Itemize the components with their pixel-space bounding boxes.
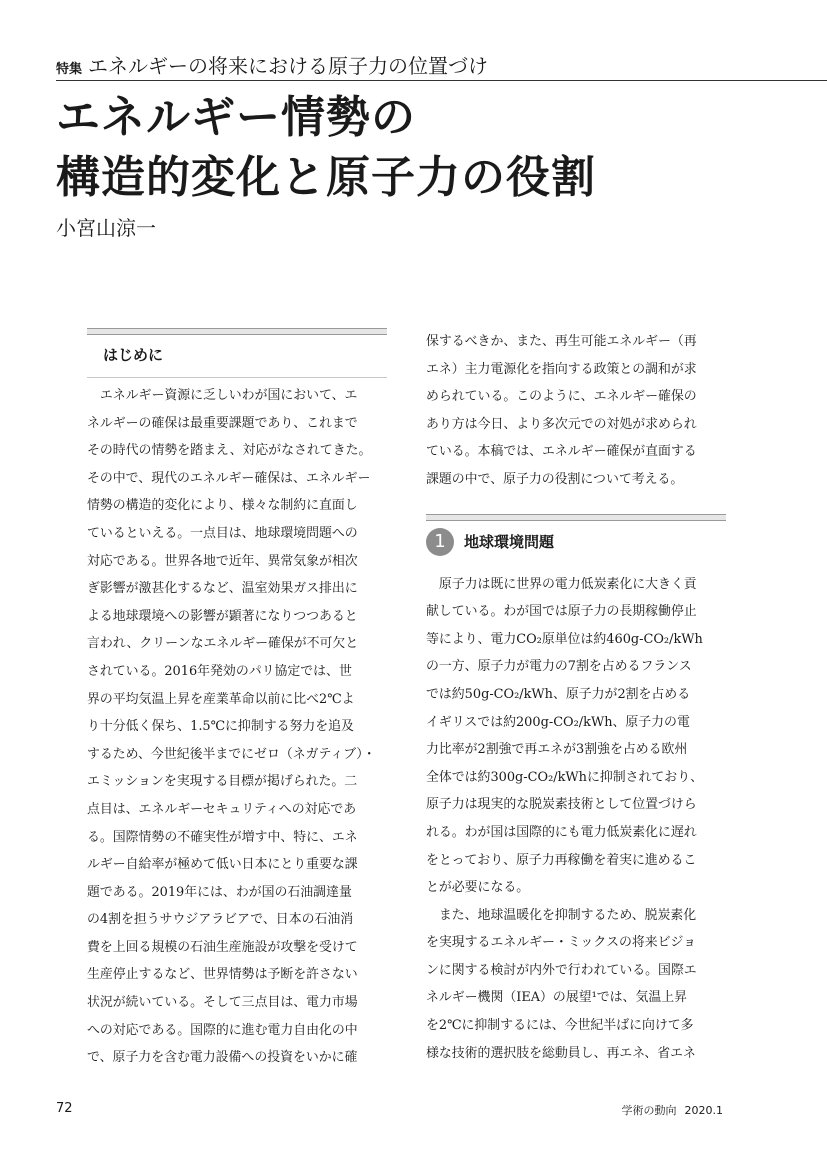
feature-tag: 特集: [56, 62, 83, 77]
header-rule: [56, 80, 827, 81]
text-line: されている。2016年発効のパリ協定では、世: [87, 663, 352, 679]
feature-title: エネルギーの将来における原子力の位置づけ: [88, 54, 489, 78]
text-line: 界の平均気温上昇を産業革命以前に比べ2℃よ: [87, 691, 355, 707]
text-line: で、原子力を含む電力設備への投資をいかに確: [87, 1050, 358, 1066]
text-line: 課題の中で、原子力の役割について考える。: [426, 471, 684, 487]
text-line: 生産停止するなど、世界情勢は予断を許さない: [87, 967, 358, 983]
text-line: ンに関する検討が内外で行われている。国際エ: [426, 962, 697, 978]
section-rule: [426, 514, 726, 521]
journal-name: 学術の動向: [621, 1104, 677, 1117]
text-line: また、地球温暖化を抑制するため、脱炭素化: [426, 907, 697, 923]
text-line: をとっており、原子力再稼働を着実に進めるこ: [426, 852, 697, 868]
article-title-line-1: エネルギー情勢の: [56, 92, 416, 143]
text-line: 点目は、エネルギーセキュリティへの対応であ: [87, 801, 357, 817]
text-line: エミッションを実現する目標が掲げられた。二: [87, 774, 358, 790]
text-line: を実現するエネルギー・ミックスの将来ビジョ: [426, 935, 697, 951]
text-line: の一方、原子力が電力の7割を占めるフランス: [426, 659, 692, 675]
left-column: [87, 328, 387, 1072]
text-line: ているといえる。一点目は、地球環境問題への: [87, 525, 358, 541]
text-line: 力比率が2割強で再エネが3割強を占める欧州: [426, 742, 688, 758]
article-title: [56, 88, 596, 208]
text-line: するため、今世紀後半までにゼロ（ネガティブ）・: [87, 746, 376, 762]
text-line: では約50g-CO₂/kWh、原子力が2割を占める: [426, 686, 691, 702]
text-line: 等により、電力CO₂原単位は約460g-CO₂/kWh: [426, 631, 703, 647]
text-line: る。国際情勢の不確実性が増す中、特に、エネ: [87, 829, 358, 845]
text-line: エネ）主力電源化を指向する政策との調和が求: [426, 361, 697, 377]
section-rule: [87, 328, 387, 335]
text-line: り十分低く保ち、1.5℃に抑制する努力を追及: [87, 719, 354, 735]
text-line: 言われ、クリーンなエネルギー確保が不可欠と: [87, 636, 359, 652]
text-line: 費を上回る規模の石油生産施設が攻撃を受けて: [87, 939, 358, 955]
text-line: ぎ影響が激甚化するなど、温室効果ガス排出に: [87, 581, 358, 597]
section-number-badge: 1: [426, 528, 454, 556]
text-line: ネルギー機関（IEA）の展望¹では、気温上昇: [426, 990, 688, 1006]
text-line: 状況が続いている。そして三点目は、電力市場: [87, 995, 358, 1011]
text-line: その時代の情勢を踏まえ、対応がなされてきた。: [87, 443, 372, 459]
text-line: ネルギーの確保は最重要課題であり、これまで: [87, 415, 358, 431]
text-line: 全体では約300g-CO₂/kWhに抑制されており、: [426, 769, 703, 785]
text-line: れる。わが国は国際的にも電力低炭素化に遅れ: [426, 824, 697, 840]
section-heading-global-environment: [426, 521, 726, 563]
section-divider: [87, 377, 387, 378]
text-line: ルギー自給率が極めて低い日本にとり重要な課: [87, 857, 358, 873]
text-line: 原子力は現実的な脱炭素技術として位置づけら: [426, 797, 697, 813]
text-line: の4割を担うサウジアラビアで、日本の石油消: [87, 912, 354, 928]
feature-header: [56, 50, 488, 79]
journal-footer: [622, 1102, 724, 1118]
right-column-intro: [426, 328, 726, 494]
text-line: 原子力は既に世界の電力低炭素化に大きく貢: [426, 576, 697, 592]
page-number: 72: [56, 1101, 73, 1116]
text-line: 情勢の構造的変化により、様々な制約に直面し: [87, 498, 358, 514]
text-line: への対応である。国際的に進む電力自由化の中: [87, 1022, 358, 1038]
right-column-section-body: [426, 571, 726, 1068]
text-line: 対応である。世界各地で近年、異常気象が相次: [87, 553, 358, 569]
left-column-body: [87, 382, 387, 1072]
text-line: エネルギー資源に乏しいわが国において、エ: [87, 388, 358, 403]
text-line: ている。本稿では、エネルギー確保が直面する: [426, 444, 697, 460]
section-heading-text: 地球環境問題: [464, 533, 555, 552]
text-line: あり方は今日、より多次元での対処が求められ: [426, 416, 697, 432]
text-line: められている。このように、エネルギー確保の: [426, 389, 697, 405]
article-title-line-2: 構造的変化と原子力の役割: [56, 152, 596, 203]
text-line: 様な技術的選択肢を総動員し、再エネ、省エネ: [426, 1045, 696, 1061]
text-line: 献している。わが国では原子力の長期稼働停止: [426, 604, 697, 620]
author-name: 小宮山涼一: [56, 216, 156, 240]
text-line: 題である。2019年には、わが国の石油調達量: [87, 884, 352, 900]
section-heading-introduction: [87, 335, 387, 373]
right-column: [426, 328, 726, 1067]
text-line: その中で、現代のエネルギー確保は、エネルギー: [87, 470, 371, 486]
journal-issue: 2020.1: [684, 1104, 723, 1117]
text-line: 保するべきか、また、再生可能エネルギー（再: [426, 334, 697, 349]
text-line: とが必要になる。: [426, 880, 530, 896]
section-heading-text: はじめに: [103, 345, 164, 364]
text-line: イギリスでは約200g-CO₂/kWh、原子力の電: [426, 714, 690, 730]
text-line: よる地球環境への影響が顕著になりつつあると: [87, 608, 358, 624]
text-line: を2℃に抑制するには、今世紀半ばに向けて多: [426, 1018, 694, 1034]
